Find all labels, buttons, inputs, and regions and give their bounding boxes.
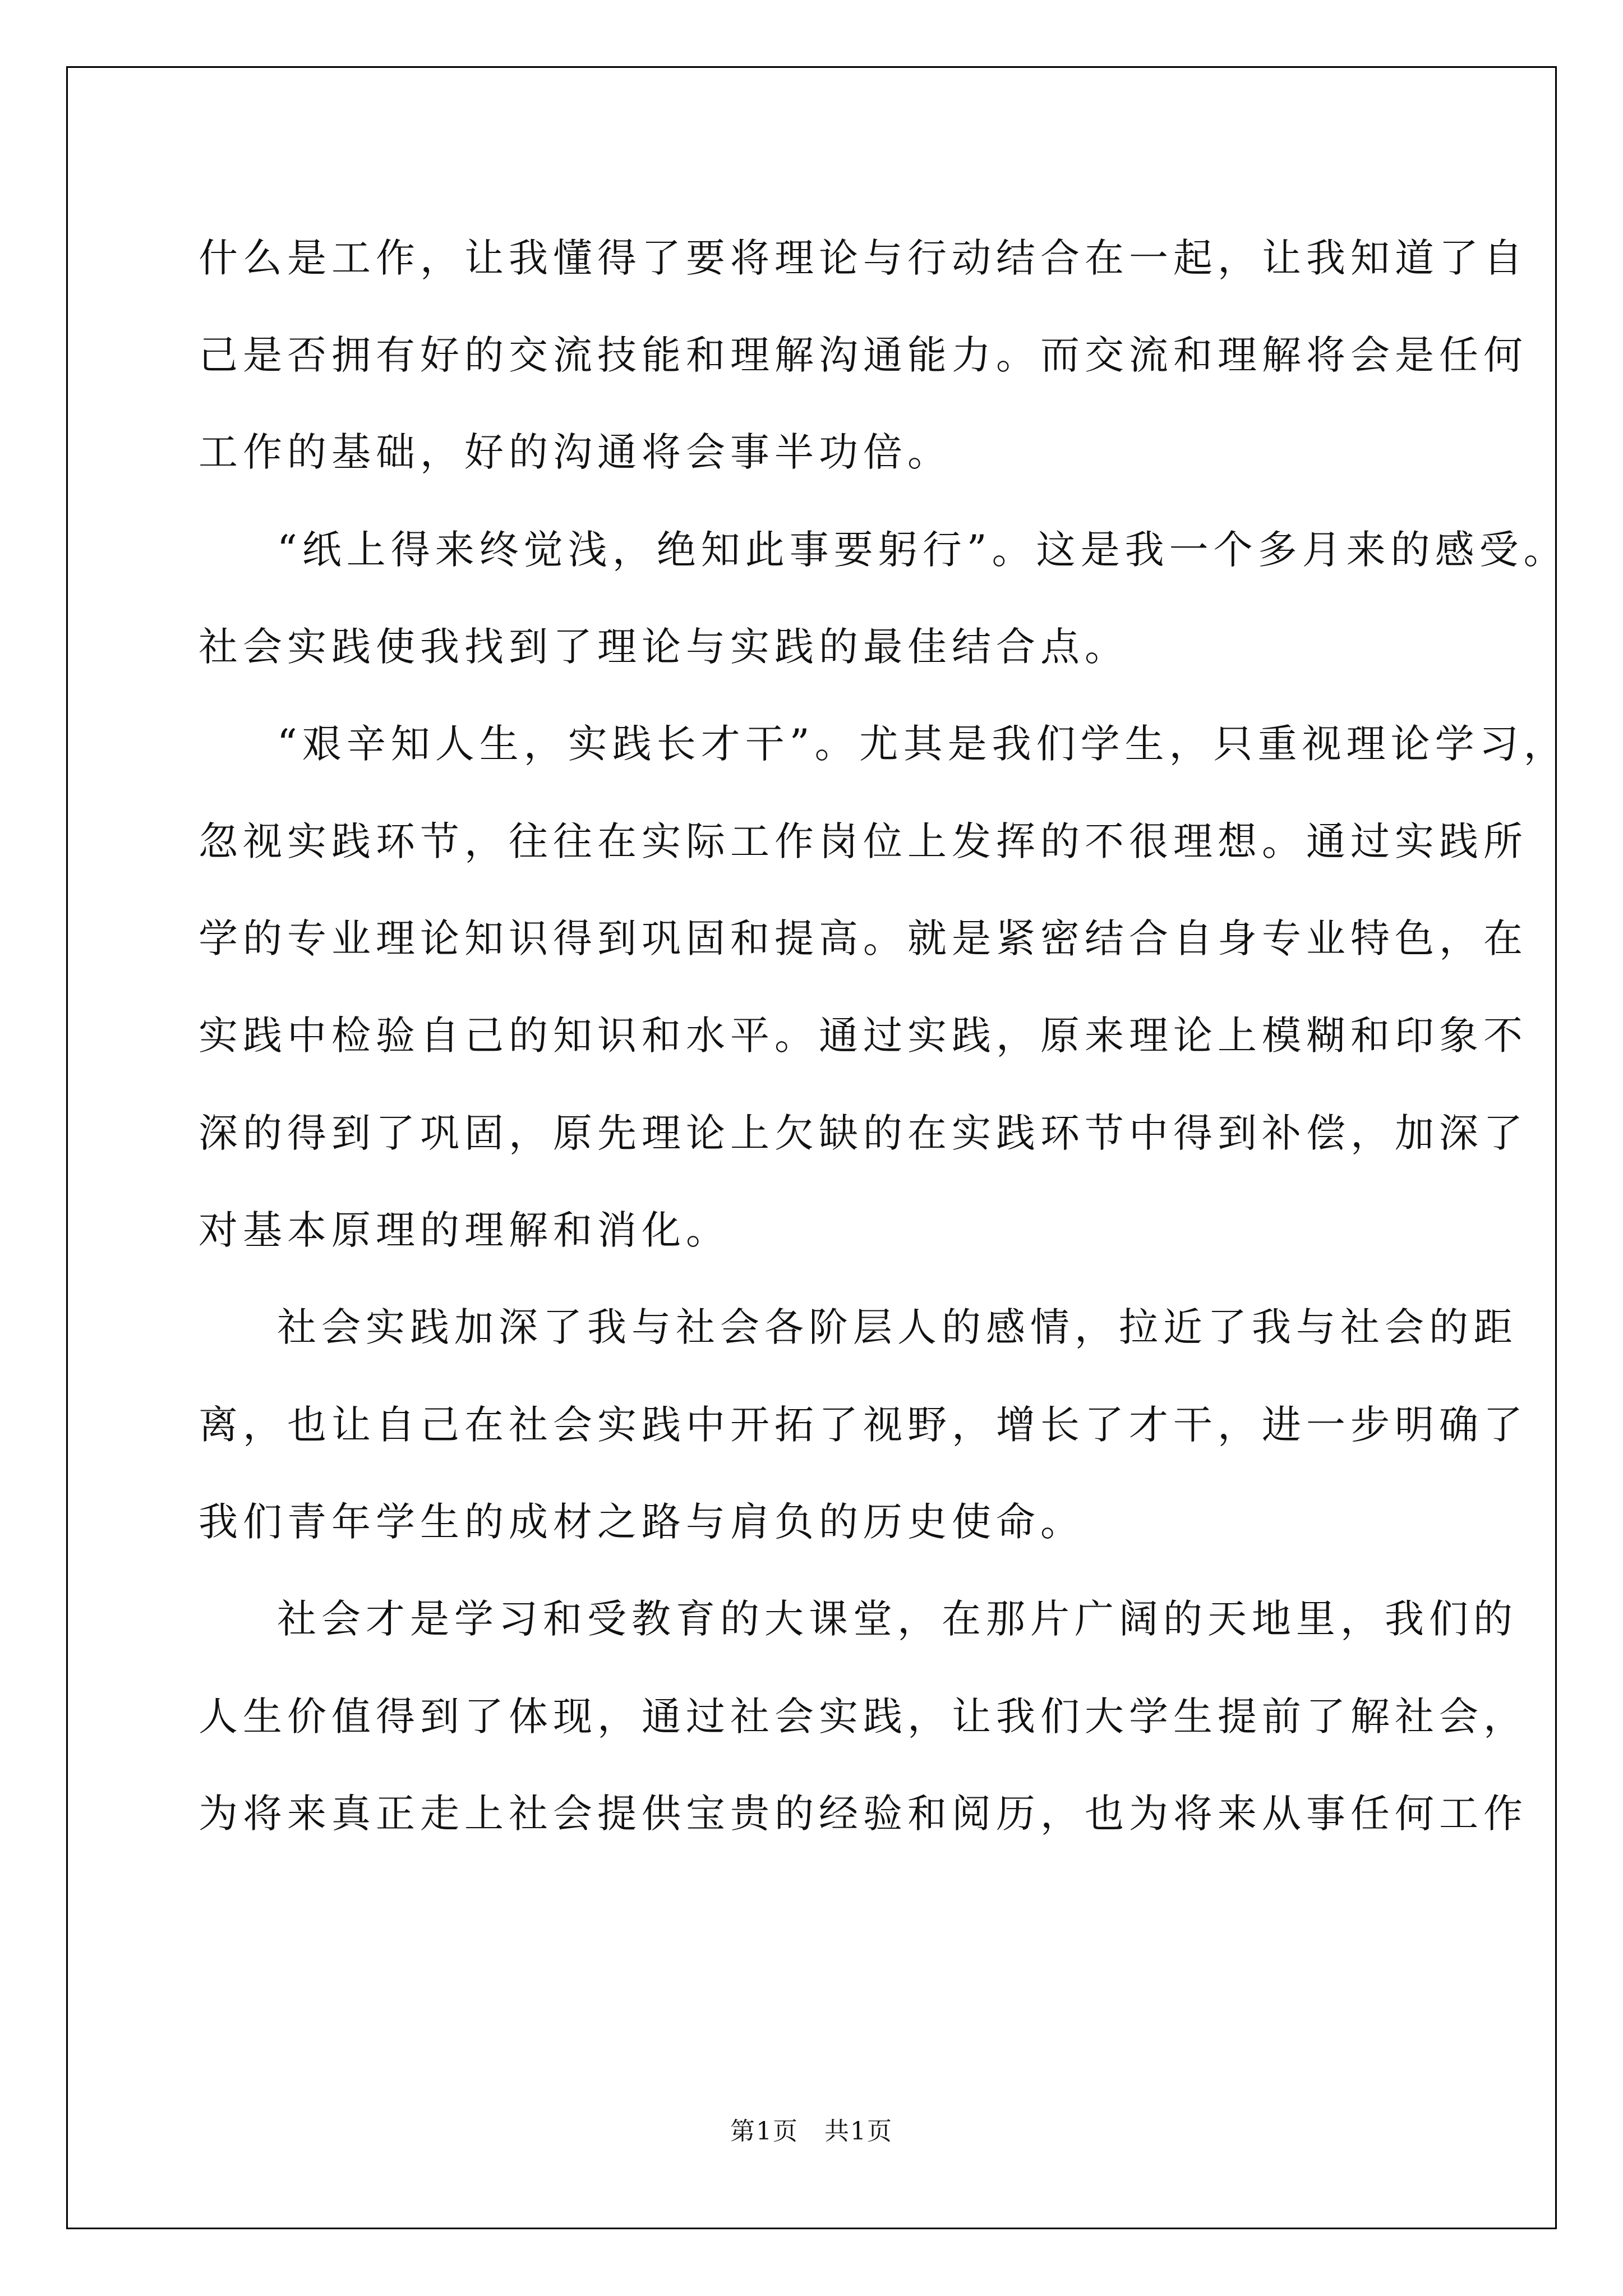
page-total: 共1页 (824, 2117, 893, 2146)
text-line: 实践中检验自己的知识和水平。通过实践，原来理论上模糊和印象不 (199, 1013, 1528, 1059)
page-number: 第1页 (730, 2117, 799, 2146)
text-line: 为将来真正走上社会提供宝贵的经验和阅历，也为将来从事任何工作 (199, 1791, 1528, 1837)
text-line: 离，也让自己在社会实践中开拓了视野，增长了才干，进一步明确了 (199, 1402, 1528, 1448)
text-line: 人生价值得到了体现，通过社会实践，让我们大学生提前了解社会， (199, 1694, 1528, 1740)
text-line: 忽视实践环节，往往在实际工作岗位上发挥的不很理想。通过实践所 (199, 818, 1528, 864)
text-line: 社会实践加深了我与社会各阶层人的感情，拉近了我与社会的距 (277, 1304, 1518, 1350)
text-line: 什么是工作，让我懂得了要将理论与行动结合在一起，让我知道了自 (199, 235, 1528, 281)
text-line: “纸上得来终觉浅，绝知此事要躬行”。这是我一个多月来的感受。 (277, 527, 1568, 573)
page-footer (0, 2115, 1623, 2148)
text-line: 工作的基础，好的沟通将会事半功倍。 (199, 429, 952, 475)
text-line: 深的得到了巩固，原先理论上欠缺的在实践环节中得到补偿，加深了 (199, 1110, 1528, 1156)
text-line: 对基本原理的理解和消化。 (199, 1207, 730, 1253)
text-line: 学的专业理论知识得到巩固和提高。就是紧密结合自身专业特色，在 (199, 915, 1528, 961)
text-line: 己是否拥有好的交流技能和理解沟通能力。而交流和理解将会是任何 (199, 332, 1528, 378)
text-line: 我们青年学生的成材之路与肩负的历史使命。 (199, 1499, 1085, 1545)
text-line: “艰辛知人生，实践长才干”。尤其是我们学生，只重视理论学习， (277, 721, 1568, 767)
text-line: 社会实践使我找到了理论与实践的最佳结合点。 (199, 624, 1129, 670)
text-line: 社会才是学习和受教育的大课堂，在那片广阔的天地里，我们的 (277, 1596, 1518, 1642)
